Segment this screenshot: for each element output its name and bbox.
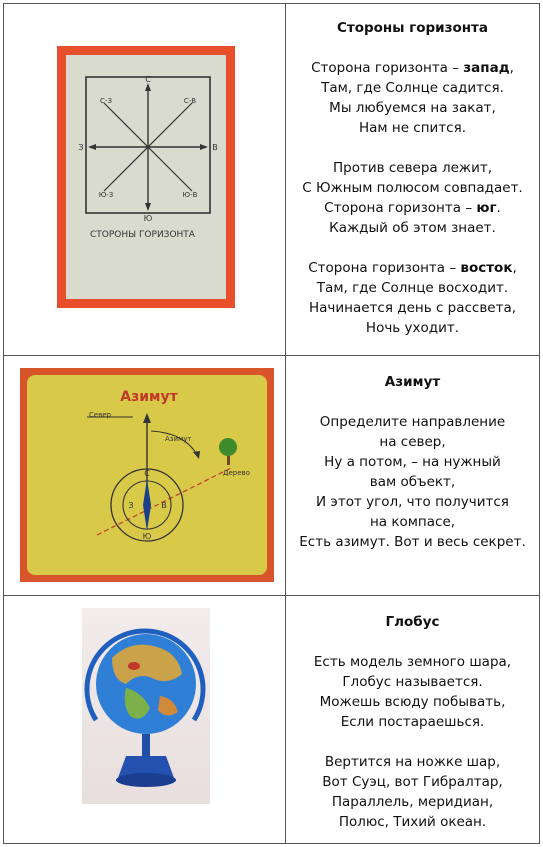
poem-line: Ну а потом, – на нужный bbox=[324, 454, 501, 470]
dir-w-label: З bbox=[78, 143, 84, 152]
poem-line: С Южным полюсом совпадает. bbox=[302, 180, 523, 196]
tree-icon bbox=[219, 438, 237, 465]
poem-cell bbox=[286, 18, 539, 338]
stanza bbox=[286, 752, 539, 832]
poem-line: Полюс, Тихий океан. bbox=[338, 814, 487, 830]
poem-line: Глобус называется. bbox=[342, 674, 483, 690]
poem-line: Начинается день с рассвета, bbox=[308, 300, 517, 316]
poem-line: Каждый об этом знает. bbox=[329, 220, 496, 236]
dir-se-label: Ю-В bbox=[182, 191, 198, 199]
poem-title: Стороны горизонта bbox=[336, 20, 488, 36]
azimuth-card-title: Азимут bbox=[120, 389, 178, 405]
globe-photo bbox=[82, 608, 210, 804]
poem-title: Глобус bbox=[385, 614, 440, 630]
poem-line: на север, bbox=[379, 434, 446, 450]
compass-rose-drawing bbox=[66, 55, 226, 299]
poem-line: на компасе, bbox=[369, 514, 456, 530]
poem-line: Там, где Солнце садится. bbox=[321, 80, 504, 96]
poem-line: Сторона горизонта – восток, bbox=[308, 260, 517, 276]
poem-line: И этот угол, что получится bbox=[316, 494, 509, 510]
poem-line: Вот Суэц, вот Гибралтар, bbox=[322, 774, 503, 790]
stanza bbox=[286, 258, 539, 338]
dir-ne-label: С-В bbox=[183, 97, 197, 105]
dir-sw-label: Ю-З bbox=[98, 191, 114, 199]
north-label: Север bbox=[89, 411, 112, 419]
poem-line: Ночь уходит. bbox=[365, 320, 460, 336]
poem-line: Сторона горизонта – запад, bbox=[311, 60, 514, 76]
poem-line: Нам не спится. bbox=[358, 120, 467, 136]
compass-s-label: Ю bbox=[142, 532, 152, 541]
poem-line: Можешь всюду побывать, bbox=[319, 694, 506, 710]
poem-line: Есть модель земного шара, bbox=[313, 654, 512, 670]
compass-w-label: З bbox=[128, 501, 134, 510]
dir-s-label: Ю bbox=[143, 214, 153, 223]
stanza bbox=[286, 652, 539, 732]
poem-line: Если постараешься. bbox=[340, 714, 485, 730]
card-caption: СТОРОНЫ ГОРИЗОНТА bbox=[90, 230, 195, 240]
poem-table bbox=[3, 3, 540, 844]
stanza bbox=[286, 58, 539, 138]
poem-line: Вертится на ножке шар, bbox=[324, 754, 501, 770]
azimuth-card-image bbox=[20, 368, 274, 582]
image-cell bbox=[4, 356, 285, 595]
poem-line: Там, где Солнце восходит. bbox=[316, 280, 509, 296]
azimuth-drawing bbox=[27, 375, 267, 575]
compass-n-label: С bbox=[144, 469, 150, 478]
dir-nw-label: С-З bbox=[100, 97, 112, 105]
poem-line: вам объект, bbox=[369, 474, 456, 490]
table-row-globe bbox=[4, 596, 539, 845]
horizon-card-image bbox=[57, 46, 235, 308]
table-row-horizon bbox=[4, 4, 539, 356]
poem-title: Азимут bbox=[384, 374, 441, 390]
poem-line: Мы любуемся на закат, bbox=[329, 100, 496, 116]
poem-line: Параллель, меридиан, bbox=[331, 794, 494, 810]
poem-cell bbox=[286, 612, 539, 832]
poem-line: Определите направление bbox=[319, 414, 506, 430]
compass-e-label: В bbox=[161, 501, 167, 510]
tree-label: Дерево bbox=[223, 469, 250, 477]
stanza bbox=[286, 158, 539, 238]
globe-icon bbox=[82, 608, 210, 804]
poem-line: Сторона горизонта – юг. bbox=[324, 200, 501, 216]
dir-e-label: В bbox=[212, 143, 218, 152]
stanza bbox=[286, 412, 539, 552]
dir-n-label: С bbox=[145, 75, 151, 84]
image-cell bbox=[4, 596, 285, 845]
poem-line: Есть азимут. Вот и весь секрет. bbox=[299, 534, 526, 550]
poem-cell bbox=[286, 372, 539, 552]
table-row-azimuth bbox=[4, 356, 539, 596]
image-cell bbox=[4, 4, 285, 355]
azimuth-label: Азимут bbox=[165, 435, 192, 443]
poem-line: Против севера лежит, bbox=[332, 160, 492, 176]
